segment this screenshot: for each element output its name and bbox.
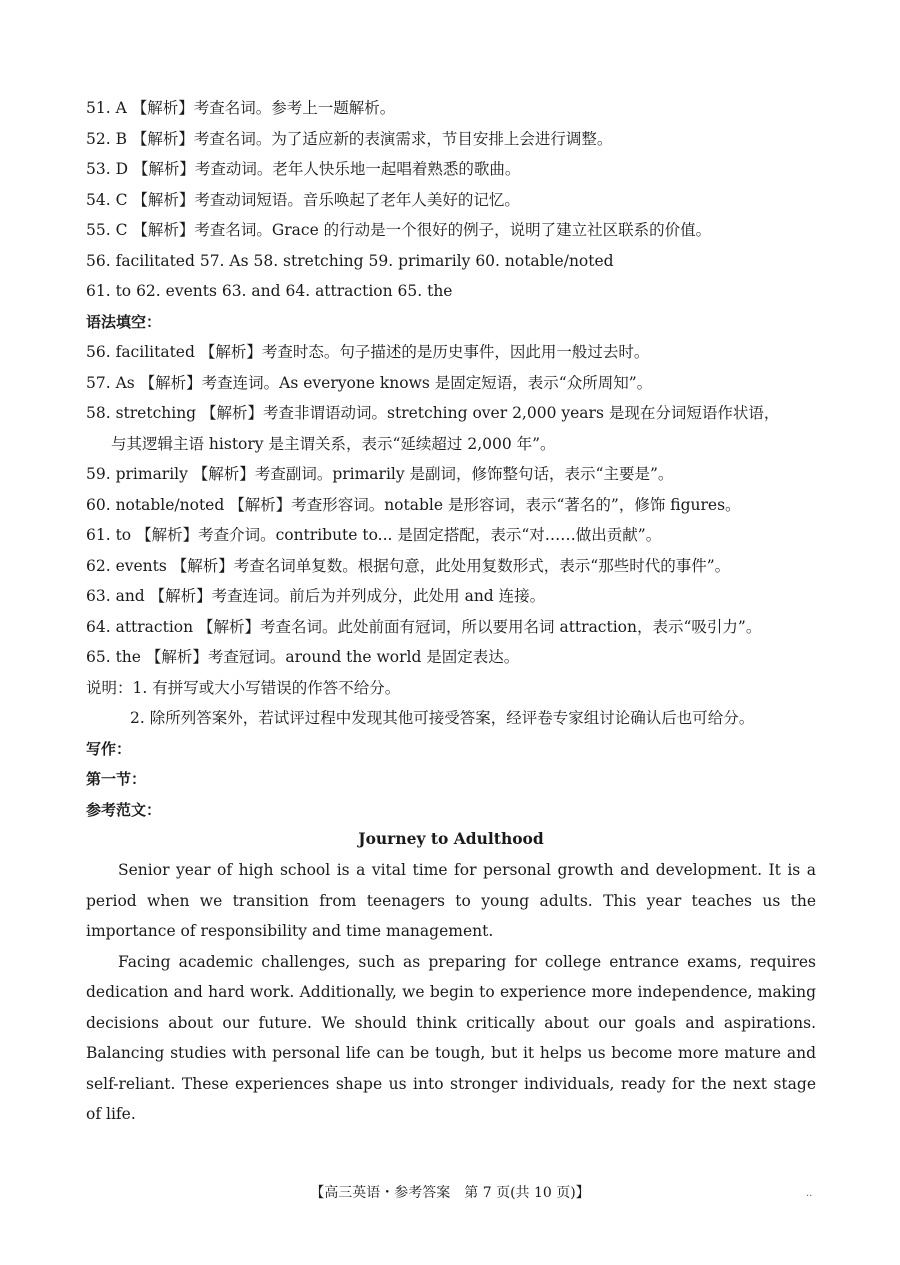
corner-mark: .. (806, 1188, 813, 1199)
explanation-63: 63. and 【解析】考查连词。前后为并列成分，此处用 and 连接。 (86, 587, 546, 605)
explanation-58-continued: 与其逻辑主语 history 是主谓关系，表示“延续超过 2,000 年”。 (111, 434, 556, 453)
page-footer: 【高三英语・参考答案 第 7 页(共 10 页)】 (310, 1185, 590, 1201)
answer-summary-56-60: 56. facilitated 57. As 58. stretching 59. primarily 60. notable/noted (86, 251, 614, 270)
essay-title: Journey to Adulthood (358, 829, 544, 848)
explanation-64: 64. attraction 【解析】考查名词。此处前面有冠词，所以要用名词 attraction，表示“吸引力”。 (86, 617, 762, 636)
answer-51: 51. A 【解析】考查名词。参考上一题解析。 (86, 99, 396, 117)
section-heading-sample-essay: 参考范文： (86, 800, 162, 819)
answer-54: 54. C 【解析】考查动词短语。音乐唤起了老年人美好的记忆。 (86, 190, 520, 209)
section-heading-writing: 写作： (86, 739, 132, 758)
essay-paragraph: Senior year of high school is a vital time for personal growth and development. It is a period when we transition from teenagers to young adults. This year teaches us the importance of responsibility and time management. (86, 861, 816, 940)
section-heading-part-one: 第一节： (86, 770, 147, 788)
answer-lines (86, 93, 816, 825)
explanation-58: 58. stretching 【解析】考查非谓语动词。stretching over 2,000 years 是现在分词短语作状语， (86, 404, 780, 422)
essay-paragraph: Facing academic challenges, such as preparing for college entrance exams, requires dedication and hard work. Additionally, we begin to experience more independence, making decisions about our future. We should think critically about our goals and aspirations. Balancing studies with personal life can be tough, but it helps us become more mature and self-reliant. These experiences shape us into stronger individuals, ready for the next stage of life. (86, 952, 816, 1123)
explanation-62: 62. events 【解析】考查名词单复数。根据句意，此处用复数形式，表示“那些时代的事件”。 (86, 556, 731, 575)
answer-55: 55. C 【解析】考查名词。Grace 的行动是一个很好的例子，说明了建立社区联系的价值。 (86, 221, 712, 239)
explanation-61: 61. to 【解析】考查介词。contribute to... 是固定搭配，表示“对……做出贡献”。 (86, 526, 662, 544)
explanation-65: 65. the 【解析】考查冠词。around the world 是固定表达。 (86, 648, 520, 666)
answer-53: 53. D 【解析】考查动词。老年人快乐地一起唱着熟悉的歌曲。 (86, 160, 521, 178)
explanation-59: 59. primarily 【解析】考查副词。primarily 是副词，修饰整句话，表示“主要是”。 (86, 465, 674, 483)
answer-52: 52. B 【解析】考查名词。为了适应新的表演需求，节目安排上会进行调整。 (86, 129, 613, 148)
explanation-60: 60. notable/noted 【解析】考查形容词。notable 是形容词，表示“著名的”，修饰 figures。 (86, 495, 741, 514)
section-heading-grammar: 语法填空： (86, 312, 162, 331)
explanation-56: 56. facilitated 【解析】考查时态。句子描述的是历史事件，因此用一般过去时。 (86, 343, 650, 361)
explanation-57: 57. As 【解析】考查连词。As everyone knows 是固定短语，表示“众所周知”。 (86, 373, 653, 392)
note-2: 2. 除所列答案外，若试评过程中发现其他可接受答案，经评卷专家组讨论确认后也可给分。 (130, 709, 755, 727)
sample-essay (86, 855, 816, 1130)
answer-summary-61-65: 61. to 62. events 63. and 64. attraction 65. the (86, 282, 453, 300)
note-1: 说明：1. 有拼写或大小写错误的作答不给分。 (86, 678, 401, 697)
